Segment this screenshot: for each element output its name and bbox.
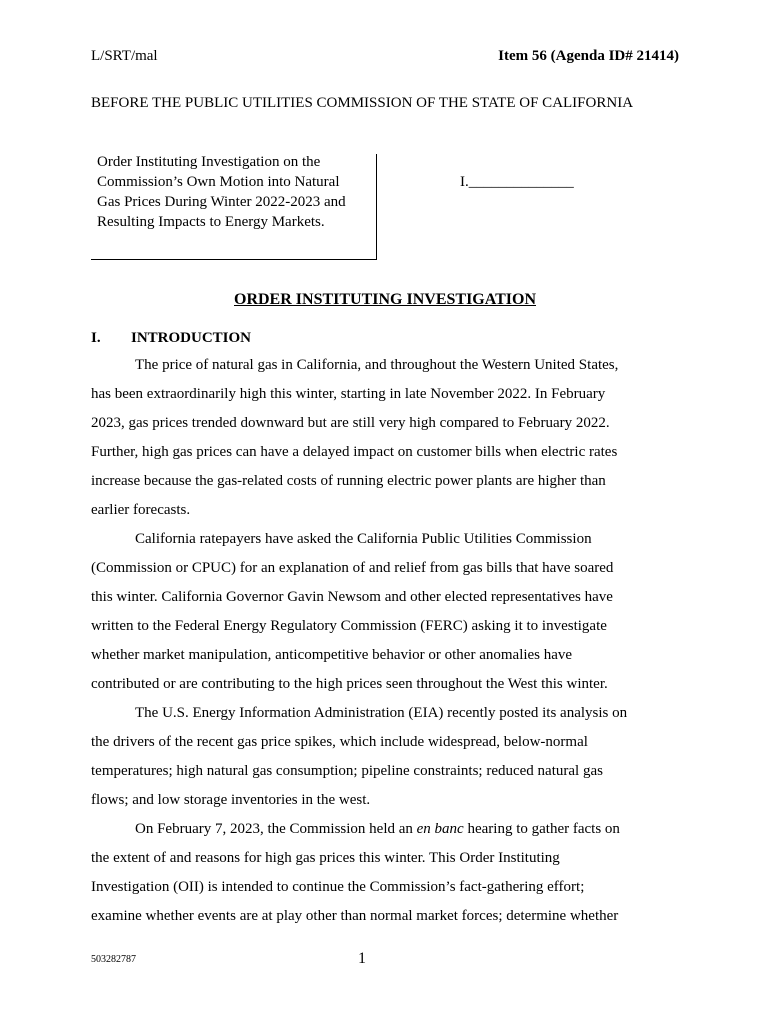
document-title: ORDER INSTITUTING INVESTIGATION [234, 291, 536, 308]
caption-line: Resulting Impacts to Energy Markets. [97, 214, 325, 230]
paragraph-line: written to the Federal Energy Regulatory Commission (FERC) asking it to investigate [91, 618, 607, 634]
paragraph-line: examine whether events are at play other than normal market forces; determine whether [91, 908, 619, 924]
paragraph-line: increase because the gas-related costs of running electric power plants are higher than [91, 473, 606, 489]
section-title: INTRODUCTION [131, 330, 252, 346]
paragraph-line: the drivers of the recent gas price spikes, which include widespread, below-normal [91, 734, 588, 750]
paragraph-line: Investigation (OII) is intended to continue the Commission’s fact-gathering effort; [91, 879, 585, 895]
paragraph-line: flows; and low storage inventories in the west. [91, 792, 371, 808]
paragraph-line: (Commission or CPUC) for an explanation of and relief from gas bills that have soared [91, 560, 614, 576]
paragraph-line: contributed or are contributing to the high prices seen throughout the West this winter. [91, 676, 608, 692]
page-number: 1 [358, 950, 366, 967]
paragraph-line: Further, high gas prices can have a delayed impact on customer bills when electric rates [91, 444, 618, 460]
paragraph-line: the extent of and reasons for high gas prices this winter. This Order Instituting [91, 850, 560, 866]
paragraph-line: whether market manipulation, anticompetitive behavior or other anomalies have [91, 647, 573, 663]
paragraph-line: has been extraordinarily high this winter, starting in late November 2022. In February [91, 386, 606, 402]
court-heading: BEFORE THE PUBLIC UTILITIES COMMISSION OF THE STATE OF CALIFORNIA [91, 95, 634, 111]
case-caption-box [91, 154, 377, 260]
section-number: I. [91, 330, 101, 346]
footer-document-id: 503282787 [91, 954, 136, 965]
paragraph-line: this winter. California Governor Gavin Newsom and other elected representatives have [91, 589, 613, 605]
caption-line: Gas Prices During Winter 2022-2023 and [97, 194, 346, 210]
en-banc-after: hearing to gather facts on [463, 821, 620, 837]
header-agenda-item: Item 56 (Agenda ID# 21414) [498, 48, 679, 64]
docket-number: I.______________ [460, 174, 574, 190]
paragraph-line: earlier forecasts. [91, 502, 191, 518]
paragraph-line-en-banc [135, 821, 620, 838]
paragraph-line: The price of natural gas in California, and throughout the Western United States, [135, 357, 619, 373]
paragraph-line: temperatures; high natural gas consumption; pipeline constraints; reduced natural gas [91, 763, 603, 779]
caption-line: Order Instituting Investigation on the [97, 154, 321, 170]
en-banc-italic: en banc [416, 821, 464, 837]
header-left-code: L/SRT/mal [91, 48, 158, 64]
caption-line: Commission’s Own Motion into Natural [97, 174, 340, 190]
paragraph-line: California ratepayers have asked the California Public Utilities Commission [135, 531, 592, 547]
en-banc-before: On February 7, 2023, the Commission held an [135, 821, 417, 837]
paragraph-line: The U.S. Energy Information Administration (EIA) recently posted its analysis on [135, 705, 628, 721]
paragraph-line: 2023, gas prices trended downward but are still very high compared to February 2022. [91, 415, 610, 431]
